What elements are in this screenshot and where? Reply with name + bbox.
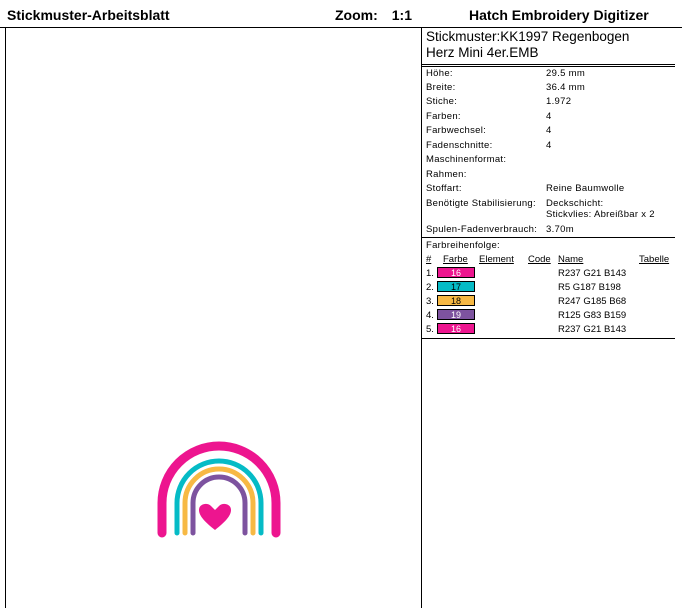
worksheet-header <box>0 0 682 28</box>
design-filename: Stickmuster:KK1997 Regenbogen Herz Mini 4er.EMB <box>426 29 630 60</box>
col-name: Name <box>558 254 584 265</box>
col-num: # <box>426 254 432 265</box>
heart-icon <box>199 504 231 530</box>
color-swatch: 16 <box>437 267 475 278</box>
color-swatch: 18 <box>437 295 475 306</box>
zoom-value: 1:1 <box>391 7 412 23</box>
zoom-indicator <box>335 7 412 23</box>
worksheet-title: Stickmuster-Arbeitsblatt <box>7 7 170 23</box>
color-row: 2. 17 R5 G187 B198 <box>426 282 621 293</box>
divider <box>422 237 675 238</box>
color-swatch: 16 <box>437 323 475 334</box>
info-panel: Stickmuster:KK1997 Regenbogen Herz Mini 4er.EMB Höhe: 29.5 mm Breite: 36.4 mm Stiche: 1.972 Farben: 4 Farbwechsel: 4 Fadenschnitte: 4 Maschinenformat: Rahmen: Stoffart: Reine Baumwolle Benötigte Stabilisierung: Deckschicht: Stickvlies: Abreißbar x 2 Spulen-Fadenverbrauch: 3.70m Farbreihenfolge: # Farbe Element Code Name Tabelle 1. 16 R237 G21 B143 2. 17 R5 G187 B198 3. 18 R247 G185 B68 4. 19 R125 G83 B159 5. 16 R237 G21 B143 <box>422 28 682 608</box>
color-row: 3. 18 R247 G185 B68 <box>426 296 627 307</box>
col-code: Code <box>528 254 551 265</box>
color-row: 5. 16 R237 G21 B143 <box>426 324 627 335</box>
color-row: 4. 19 R125 G83 B159 <box>426 310 627 321</box>
color-row: 1. 16 R237 G21 B143 <box>426 268 627 279</box>
col-color: Farbe <box>443 254 468 265</box>
divider <box>422 64 675 65</box>
divider <box>422 338 675 339</box>
zoom-label: Zoom: <box>335 7 378 23</box>
col-element: Element <box>479 254 514 265</box>
divider <box>422 66 675 67</box>
col-table: Tabelle <box>639 254 670 265</box>
rainbow-heart-design <box>153 435 293 539</box>
app-name: Hatch Embroidery Digitizer <box>469 7 649 23</box>
color-swatch: 19 <box>437 309 475 320</box>
design-canvas <box>5 28 422 608</box>
color-swatch: 17 <box>437 281 475 292</box>
color-sequence-title: Farbreihenfolge: <box>426 240 500 251</box>
